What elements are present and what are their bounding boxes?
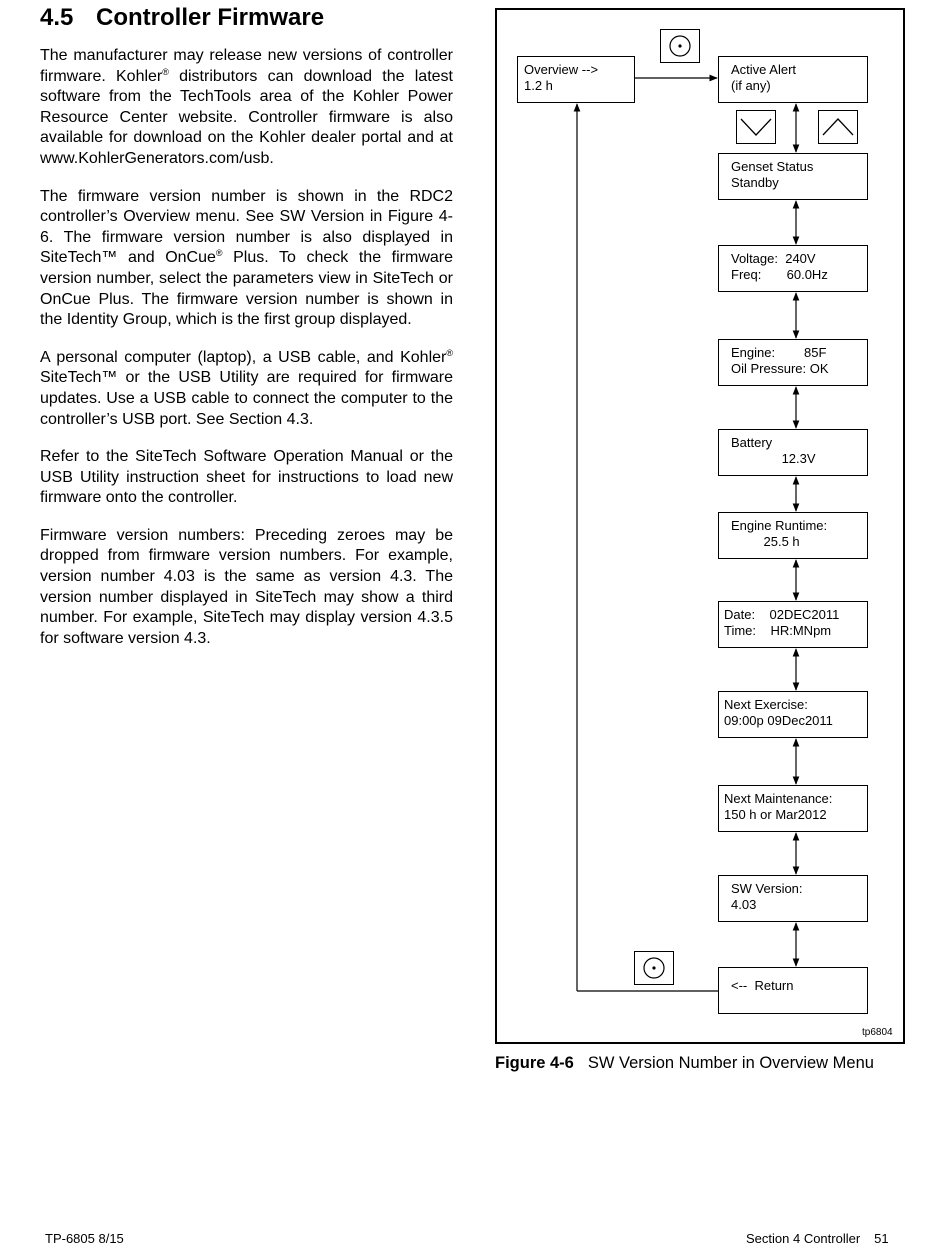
caption-text: SW Version Number in Overview Menu [587,1054,874,1072]
footer-doc-id: TP-6805 8/15 [45,1231,124,1246]
screen-line: Battery [731,435,773,450]
paragraph-1: The manufacturer may release new versions of controller firmware. Kohler® distributors can download the latest software from the TechTools area of the Kohler Power Resource Center website. Controller firmware is also available for download on the Kohler dealer portal and at www.KohlerGenerators.com/usb. [40,47,453,167]
section-title: Controller Firmware [96,4,325,31]
screen-line: Next Exercise: [724,697,808,712]
page-number: 51 [874,1231,889,1246]
select-button-icon [634,951,674,985]
footer-section [746,1231,889,1246]
paragraph-5: Firmware version numbers: Preceding zeroes may be dropped from firmware version numbers. For example, version number 4.03 is the same as version 4.3. The version number displayed in SiteTech may show a third number. For example, SiteTech may display version 4.3.5 for software version 4.3. [40,526,453,647]
screen-line: (if any) [731,77,771,93]
figure-code: tp6804 [862,1027,893,1038]
screen-battery [718,429,868,476]
screen-line: Next Maintenance: [724,791,833,806]
section-number: 4.5 [40,4,74,31]
figure-caption [495,1054,874,1073]
screen-line: Standby [731,174,779,190]
screen-return [718,967,868,1014]
screen-engine-runtime [718,512,868,559]
screen-line: 12.3V [731,450,816,466]
screen-sw-version [718,875,868,922]
paragraph-2: The firmware version number is shown in the RDC2 controller’s Overview menu. See SW Version in Figure 4-6. The firmware version number is also displayed in SiteTech™ and OnCue® Plus. To check the firmware version number, select the parameters view in SiteTech or OnCue Plus. The firmware version number is shown in the Identity Group, which is the first group displayed. [40,187,454,329]
screen-line: 1.2 h [524,77,553,93]
screen-voltage-freq [718,245,868,292]
screen-date-time [718,601,868,648]
registered-mark: ® [162,66,169,77]
screen-line: Overview --> [524,62,599,77]
screen-line: Active Alert [731,62,797,77]
screen-line: SW Version: [731,881,803,896]
screen-engine-oil [718,339,868,386]
screen-line: 150 h or Mar2012 [724,806,827,822]
screen-next-exercise [718,691,868,738]
screen-line: Engine Runtime: [731,518,828,533]
paragraph-4: Refer to the SiteTech Software Operation Manual or the USB Utility instruction sheet for instructions to load new firmware onto the controller. [40,448,453,507]
down-arrow-button-icon [736,110,776,144]
footer-section-label: Section 4 Controller [746,1231,861,1246]
select-button-icon [660,29,700,63]
screen-line: Date: 02DEC2011 [724,607,840,622]
screen-line: Time: HR:MNpm [724,622,832,638]
body-text [40,46,453,666]
overview-screen [517,56,635,103]
registered-mark: ® [446,347,453,358]
screen-line: Freq: 60.0Hz [731,266,828,282]
screen-active-alert [718,56,868,103]
screen-next-maintenance [718,785,868,832]
screen-genset-status [718,153,868,200]
screen-line: 09:00p 09Dec2011 [724,712,833,728]
screen-line: Oil Pressure: OK [731,360,829,376]
screen-line: Genset Status [731,159,814,174]
overview-menu-figure [495,8,905,1044]
screen-line: Engine: 85F [731,345,827,360]
screen-line: Voltage: 240V [731,251,816,266]
caption-label: Figure 4-6 [495,1054,574,1072]
up-arrow-button-icon [818,110,858,144]
screen-line: <-- Return [731,978,794,993]
paragraph-3: A personal computer (laptop), a USB cable, and Kohler® SiteTech™ or the USB Utility are required for firmware updates. Use a USB cable to connect the computer to the controller’s USB port. See Section 4.3. [40,347,453,428]
section-heading [40,4,324,32]
screen-line: 25.5 h [731,533,800,549]
screen-line: 4.03 [731,896,757,912]
registered-mark: ® [215,248,223,259]
